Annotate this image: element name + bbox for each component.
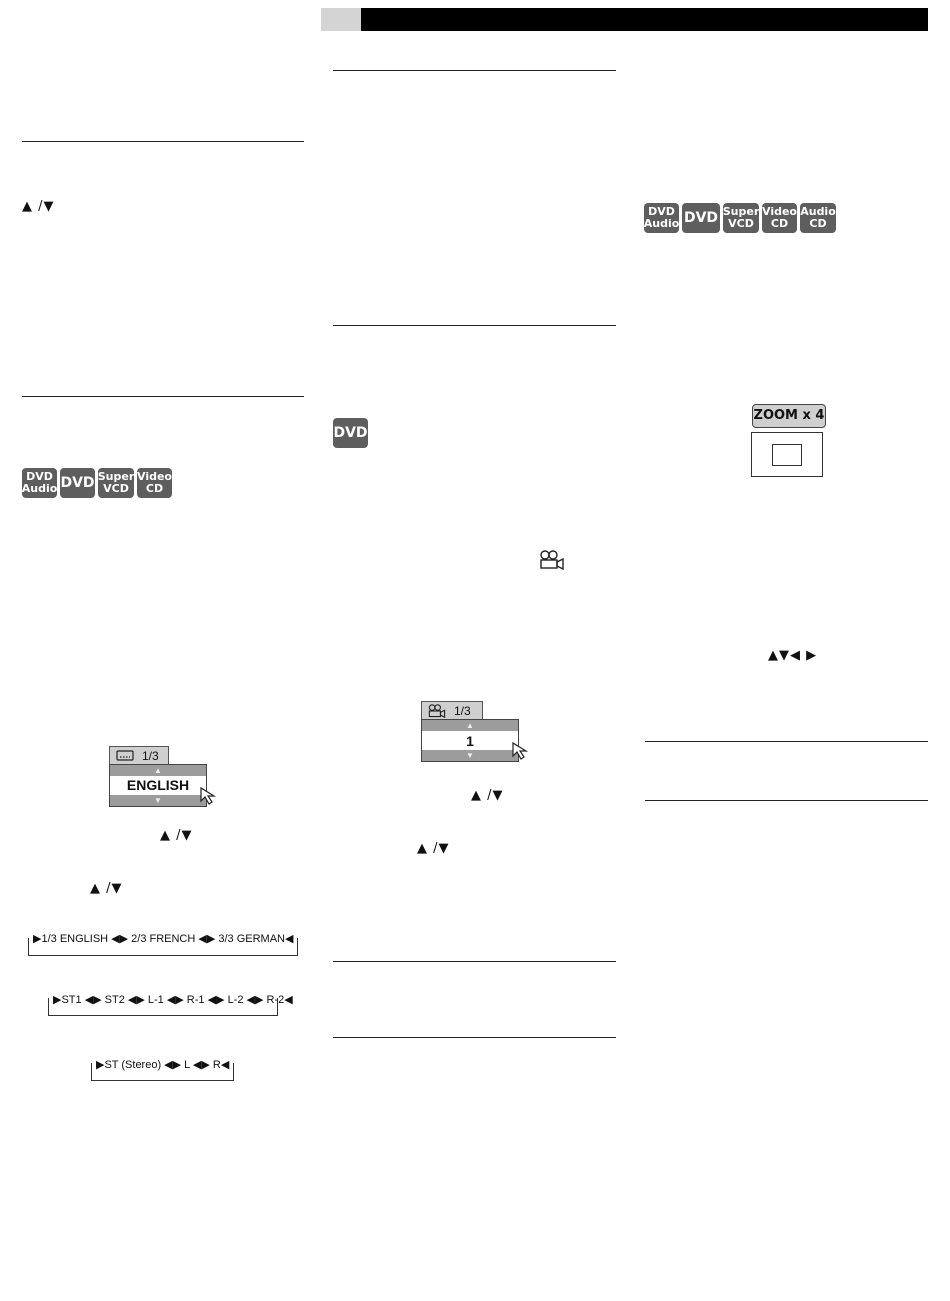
zoom-label: ZOOM x 4 xyxy=(752,404,826,428)
up-down-arrows-icon: ▲ /▼ xyxy=(90,881,123,896)
section-divider xyxy=(333,70,616,71)
video-cd-badge: Video CD xyxy=(762,203,797,233)
pointer-cursor-icon xyxy=(511,741,529,761)
cycle-end-arrow-icon: ◀ xyxy=(284,994,293,1006)
section-divider xyxy=(333,325,616,326)
subtitle-cycle-text: ▶1/3 ENGLISH ◀▶ 2/3 FRENCH ◀▶ 3/3 GERMAN◀ xyxy=(33,933,294,945)
up-down-arrows-icon: ▲ /▼ xyxy=(22,199,55,214)
angle-value: 1 xyxy=(466,733,474,749)
cycle-end-arrow-icon: ◀ xyxy=(284,933,294,945)
page-number-tab xyxy=(321,8,361,31)
cycle-start-arrow-icon: ▶ xyxy=(96,1059,105,1071)
angle-osd-tab xyxy=(421,701,483,719)
dvd-badge: DVD xyxy=(333,418,368,448)
angle-counter: 1/3 xyxy=(454,703,471,718)
zoom-frame xyxy=(751,432,823,477)
super-vcd-badge: Super VCD xyxy=(723,203,759,233)
cycle-start-arrow-icon: ▶ xyxy=(53,994,62,1006)
scroll-down-bar: ▼ xyxy=(110,795,206,806)
dvd-audio-badge: DVD Audio xyxy=(22,468,57,498)
dvd-badge: DVD xyxy=(682,203,720,233)
subtitle-osd-box xyxy=(109,764,207,807)
audio-vcd-cycle-text: ▶ST (Stereo) ◀▶ L ◀▶ R◀ xyxy=(96,1059,230,1071)
up-down-arrows-icon: ▲ /▼ xyxy=(417,841,450,856)
section-divider xyxy=(645,741,928,742)
section-divider xyxy=(22,396,304,397)
zoom-area-box xyxy=(772,444,802,466)
dvd-audio-badge: DVD Audio xyxy=(644,203,679,233)
cycle-start-arrow-icon: ▶ xyxy=(33,933,42,945)
audio-svcd-cycle-text: ▶ST1 ◀▶ ST2 ◀▶ L-1 ◀▶ R-1 ◀▶ L-2 ◀▶ R-2◀ xyxy=(53,994,293,1006)
section-divider xyxy=(333,961,616,962)
four-way-arrows-icon: ▲▼◀ ▶ xyxy=(768,648,818,663)
audio-cd-badge: Audio CD xyxy=(800,203,836,233)
scroll-down-bar: ▼ xyxy=(422,750,518,761)
angle-camera-icon xyxy=(539,550,565,570)
cycle-end-arrow-icon: ◀ xyxy=(220,1059,230,1071)
pointer-cursor-icon xyxy=(199,786,217,806)
header-bar xyxy=(361,8,928,31)
super-vcd-badge: Super VCD xyxy=(98,468,134,498)
up-down-arrows-icon: ▲ /▼ xyxy=(160,828,193,843)
scroll-up-bar: ▲ xyxy=(422,720,518,731)
subtitle-icon xyxy=(116,750,134,761)
section-divider xyxy=(645,800,928,801)
subtitle-value: ENGLISH xyxy=(126,777,190,793)
dvd-badge: DVD xyxy=(60,468,95,498)
subtitle-osd-tab xyxy=(109,746,169,764)
angle-osd-box xyxy=(421,719,519,762)
angle-camera-icon xyxy=(428,704,446,718)
up-down-arrows-icon: ▲ /▼ xyxy=(471,788,504,803)
scroll-up-bar: ▲ xyxy=(110,765,206,776)
section-divider xyxy=(333,1037,616,1038)
video-cd-badge: Video CD xyxy=(137,468,172,498)
subtitle-counter: 1/3 xyxy=(142,748,159,763)
section-divider xyxy=(22,141,304,142)
